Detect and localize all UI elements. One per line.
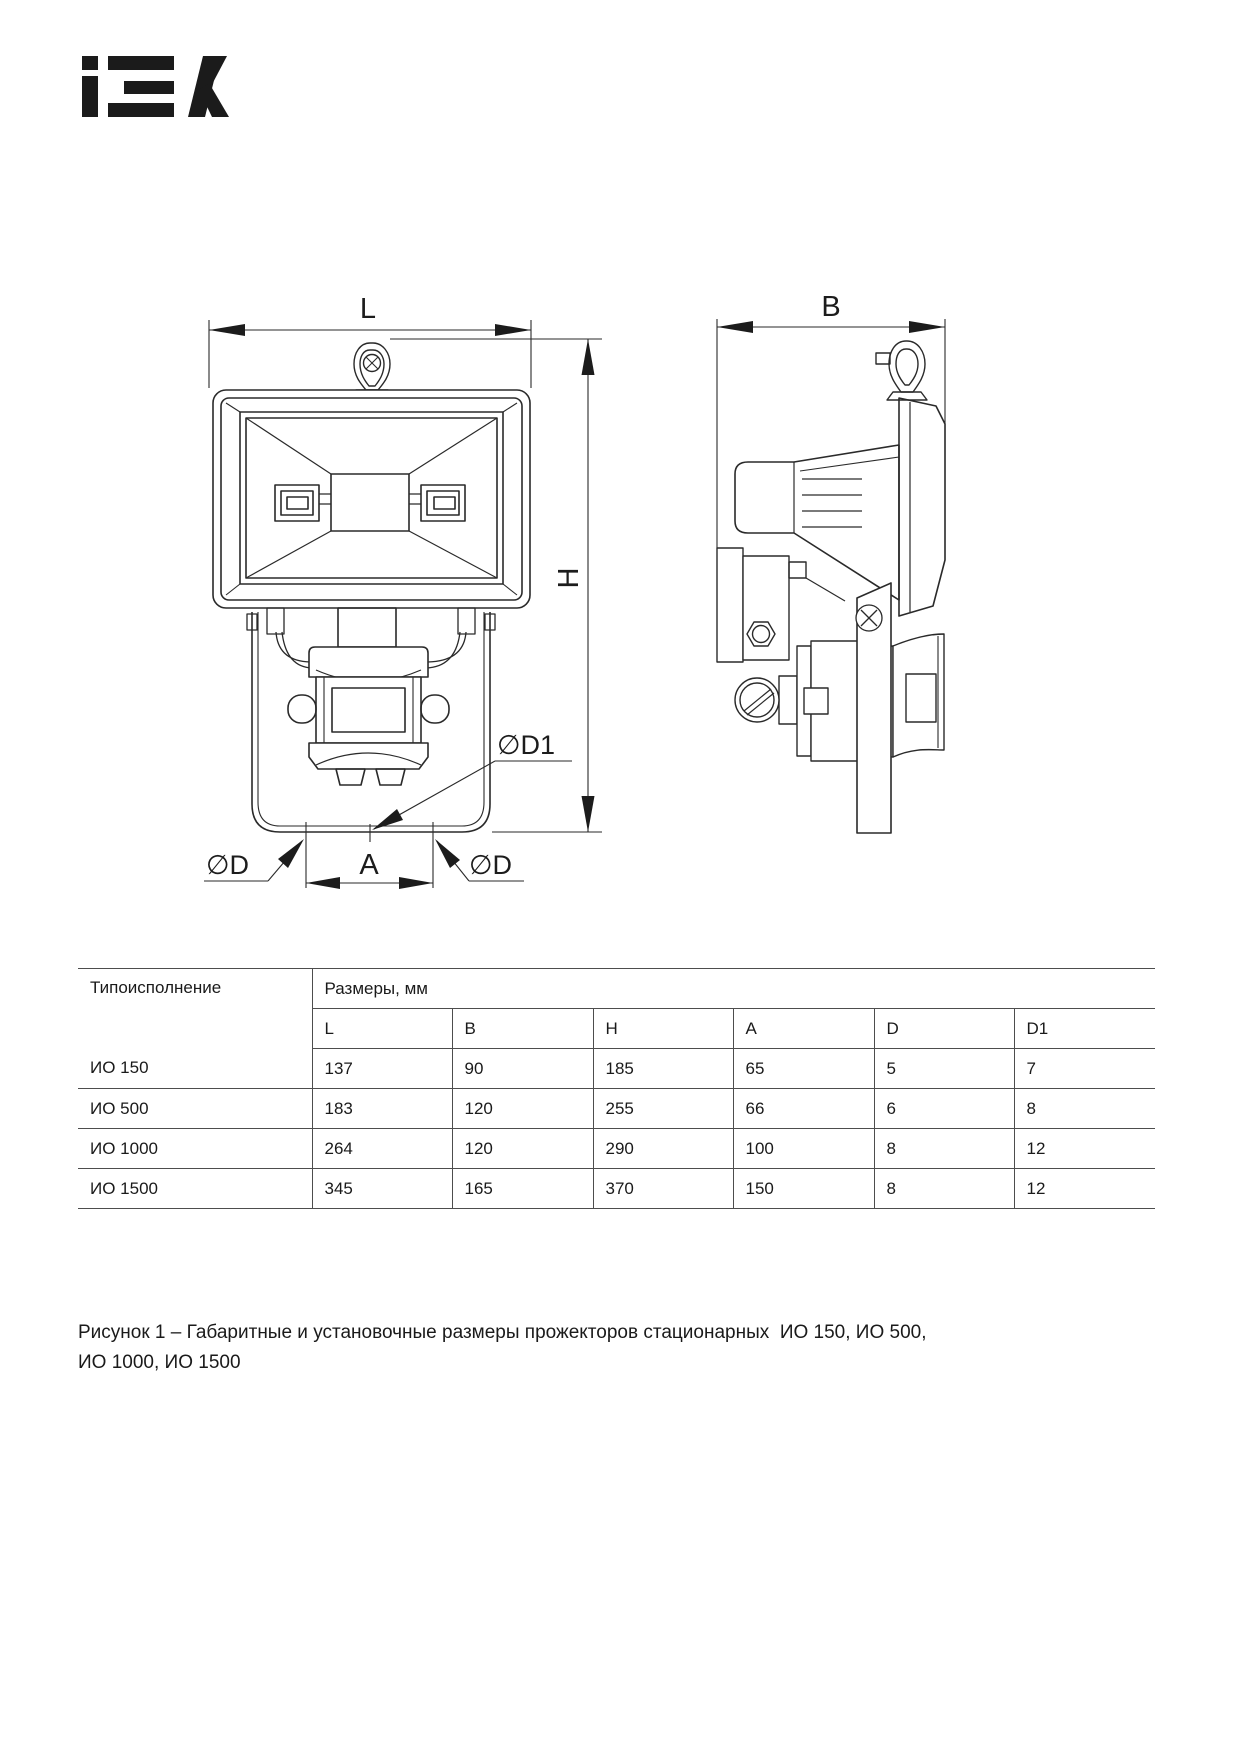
housing-front [213, 390, 530, 608]
value-cell: 120 [452, 1089, 593, 1129]
table-header-row-1 [78, 969, 1155, 1009]
lamp-holder-left [275, 485, 319, 521]
value-cell: 185 [593, 1049, 733, 1089]
value-cell: 137 [312, 1049, 452, 1089]
label-D1: ∅D1 [497, 730, 556, 760]
col-header-D1: D1 [1014, 1009, 1155, 1049]
value-cell: 6 [874, 1089, 1014, 1129]
value-cell: 8 [874, 1129, 1014, 1169]
col-header-A: A [733, 1009, 874, 1049]
figure-caption-line2: ИО 1000, ИО 1500 [78, 1352, 241, 1373]
leader-D1 [372, 761, 572, 830]
figure-caption-line1: Рисунок 1 – Габаритные и установочные размеры прожекторов стационарных ИО 150, ИО 500, [78, 1322, 927, 1343]
table-row [78, 1169, 1155, 1209]
col-header-type: Типоисполнение [78, 969, 312, 1049]
label-A: A [359, 849, 379, 881]
table-row [78, 1129, 1155, 1169]
type-cell: ИО 1500 [78, 1169, 312, 1209]
hinge-tabs [247, 608, 495, 634]
lamp-holder-right [421, 485, 465, 521]
col-header-B: B [452, 1009, 593, 1049]
cable-gland [735, 676, 797, 724]
value-cell: 183 [312, 1089, 452, 1129]
value-cell: 8 [1014, 1089, 1155, 1129]
side-view [717, 291, 945, 833]
value-cell: 370 [593, 1169, 733, 1209]
iek-logo [82, 56, 229, 117]
type-cell: ИО 500 [78, 1089, 312, 1129]
label-L: L [359, 293, 377, 325]
value-cell: 7 [1014, 1049, 1155, 1089]
col-header-H: H [593, 1009, 733, 1049]
value-cell: 5 [874, 1049, 1014, 1089]
value-cell: 150 [733, 1169, 874, 1209]
value-cell: 120 [452, 1129, 593, 1169]
motion-sensor [288, 608, 449, 785]
value-cell: 264 [312, 1129, 452, 1169]
value-cell: 100 [733, 1129, 874, 1169]
table-row [78, 1089, 1155, 1129]
screw-icon [856, 605, 882, 631]
value-cell: 165 [452, 1169, 593, 1209]
group-header-sizes: Размеры, мм [312, 969, 1155, 1009]
col-header-D: D [874, 1009, 1014, 1049]
value-cell: 66 [733, 1089, 874, 1129]
value-cell: 290 [593, 1129, 733, 1169]
table-row [78, 1049, 1155, 1089]
glass-frame-side [899, 398, 945, 616]
dimension-L [209, 320, 531, 388]
value-cell: 12 [1014, 1129, 1155, 1169]
type-cell: ИО 1000 [78, 1129, 312, 1169]
value-cell: 345 [312, 1169, 452, 1209]
figure-caption [78, 1318, 1173, 1378]
value-cell: 12 [1014, 1169, 1155, 1209]
value-cell: 255 [593, 1089, 733, 1129]
label-B: B [821, 291, 841, 323]
col-header-L: L [312, 1009, 452, 1049]
dimensions-table [78, 968, 1155, 1209]
label-D-left: ∅D [206, 850, 250, 880]
mount-bar [856, 583, 891, 833]
value-cell: 90 [452, 1049, 593, 1089]
value-cell: 8 [874, 1169, 1014, 1209]
value-cell: 65 [733, 1049, 874, 1089]
hanging-loop-side [876, 341, 927, 400]
label-H: H [553, 567, 585, 589]
front-view [204, 293, 602, 889]
label-D-right: ∅D [469, 850, 513, 880]
type-cell: ИО 150 [78, 1049, 312, 1089]
